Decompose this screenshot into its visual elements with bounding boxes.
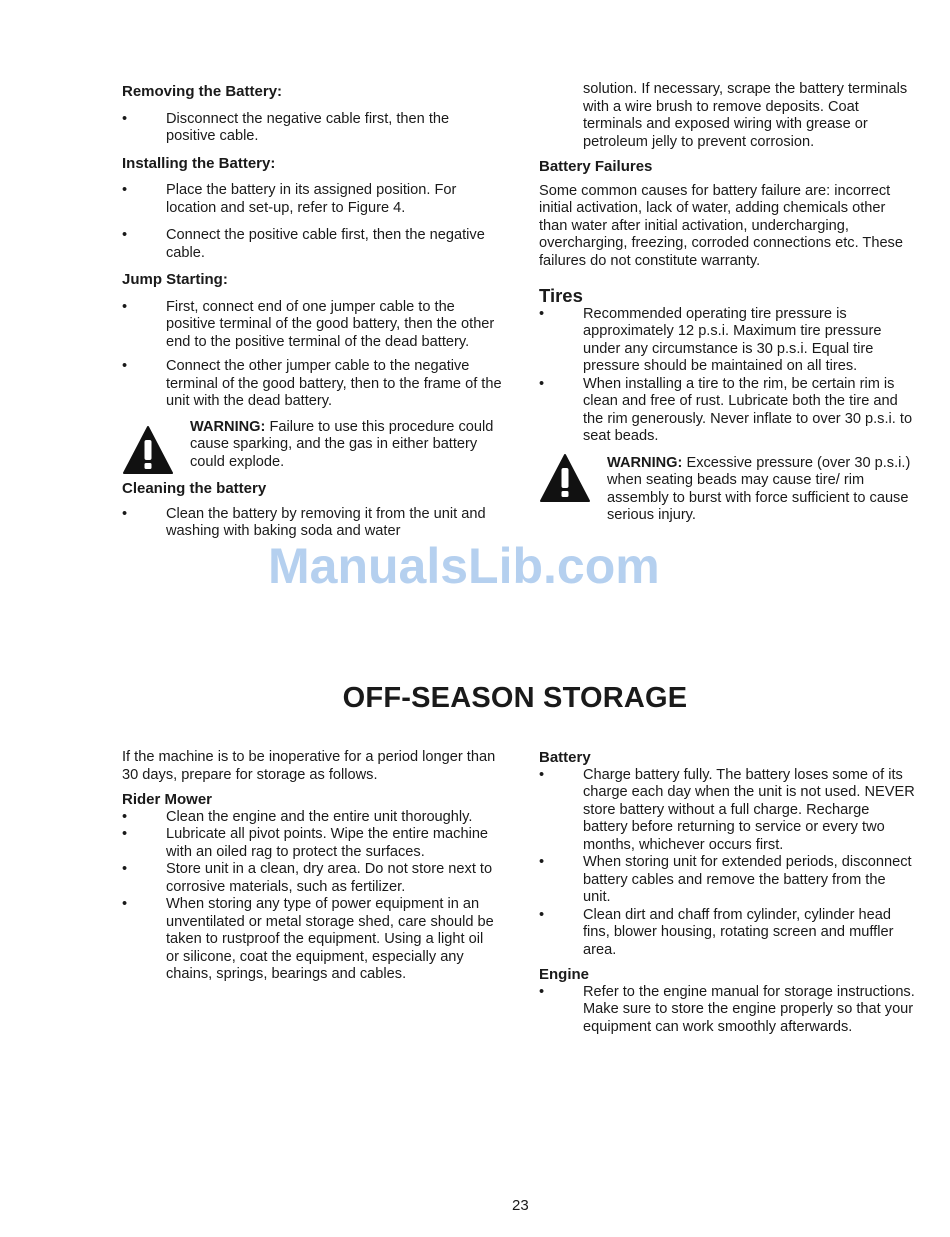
warning-tire-pressure: WARNING: Excessive pressure (over 30 p.s.i.) when seating beads may cause tire/ rim assembly to burst with force sufficient to cause serious injury. — [539, 455, 917, 525]
manualslib-watermark: ManualsLib.com — [268, 538, 660, 594]
battery-failures-heading: Battery Failures — [539, 158, 653, 175]
list-item: • Clean the engine and the entire unit thoroughly. — [122, 808, 473, 825]
list-item: • Recommended operating tire pressure is approximately 12 p.s.i. Maximum tire pressure under any circumstance is 30 p.s.i. Equal tire pressure should be maintained on all tires. — [539, 305, 882, 374]
list-item: • When storing unit for extended periods, disconnect battery cables and remove the battery from the unit. — [539, 854, 912, 905]
storage-intro: If the machine is to be inoperative for a period longer than 30 days, prepare for storage as follows. — [122, 749, 496, 783]
list-item: • Store unit in a clean, dry area. Do not store next to corrosive materials, such as fertilizer. — [122, 861, 493, 895]
page-number: 23 — [512, 1197, 529, 1214]
rider-mower-heading: Rider Mower — [122, 791, 213, 808]
list-item: • Clean dirt and chaff from cylinder, cylinder head fins, blower housing, rotating screen and muffler area. — [539, 906, 894, 958]
list-item: • Refer to the engine manual for storage instructions. Make sure to store the engine properly so that your equipment can work smoothly afterwards. — [539, 983, 915, 1035]
storage-left-column — [122, 749, 497, 984]
list-item: • When storing any type of power equipment in an unventilated or metal storage shed, care should be taken to rustproof the equipment. Using a light oil or silicone, coat the equipment, especially any chains, springs, bearings and cables. — [122, 896, 494, 982]
tires-heading: Tires — [539, 285, 583, 306]
list-item: • First, connect end of one jumper cable to the positive terminal of the good battery, then the other end to the positive terminal of the dead battery. — [122, 298, 495, 350]
list-item: • Connect the other jumper cable to the negative terminal of the good battery, then to the frame of the unit with the dead battery. — [122, 358, 502, 409]
battery-storage-heading: Battery — [539, 749, 591, 766]
warning-triangle-icon — [122, 425, 174, 475]
battery-failures-text: Some common causes for battery failure are: incorrect initial activation, lack of water, adding chemicals other than water after initial activation, undercharging, overcharging, freezing, corroded connections etc. These failures do not constitute warranty. — [539, 182, 903, 269]
list-item: • Clean the battery by removing it from the unit and washing with baking soda and water — [122, 505, 486, 539]
left-column — [122, 83, 502, 541]
list-item: • When installing a tire to the rim, be certain rim is clean and free of rust. Lubricate both the tire and the rim generously. Never inflate to over 30 p.s.i. to seat beads. — [539, 375, 913, 444]
storage-right-column — [539, 749, 917, 1036]
list-item: • Lubricate all pivot points. Wipe the entire machine with an oiled rag to protect the surfaces. — [122, 826, 489, 860]
jump-starting-heading: Jump Starting: — [122, 271, 228, 288]
right-column — [539, 81, 917, 525]
warning-sparking: WARNING: Failure to use this procedure could cause sparking, and the gas in either battery could explode. — [122, 419, 502, 472]
engine-heading: Engine — [539, 966, 590, 983]
installing-battery-heading: Installing the Battery: — [122, 154, 276, 172]
cleaning-battery-heading: Cleaning the battery — [122, 480, 267, 497]
cleaning-continued-text: solution. If necessary, scrape the battery terminals with a wire brush to remove deposits. Coat terminals and exposed wiring with grease or petroleum jelly to prevent corrosion. — [583, 81, 908, 150]
warning-triangle-icon — [539, 453, 591, 503]
list-item: • Disconnect the negative cable first, then the positive cable. — [122, 110, 450, 144]
off-season-storage-title: OFF-SEASON STORAGE — [342, 682, 688, 714]
removing-battery-heading: Removing the Battery: — [122, 83, 283, 100]
list-item: • Place the battery in its assigned position. For location and set-up, refer to Figure 4. — [122, 182, 457, 216]
list-item: • Connect the positive cable first, then the negative cable. — [122, 227, 485, 261]
list-item: • Charge battery fully. The battery loses some of its charge each day when the unit is not used. NEVER store battery without a full charge. Recharge battery before returning to service or every two months, whichever occurs first. — [539, 766, 915, 853]
